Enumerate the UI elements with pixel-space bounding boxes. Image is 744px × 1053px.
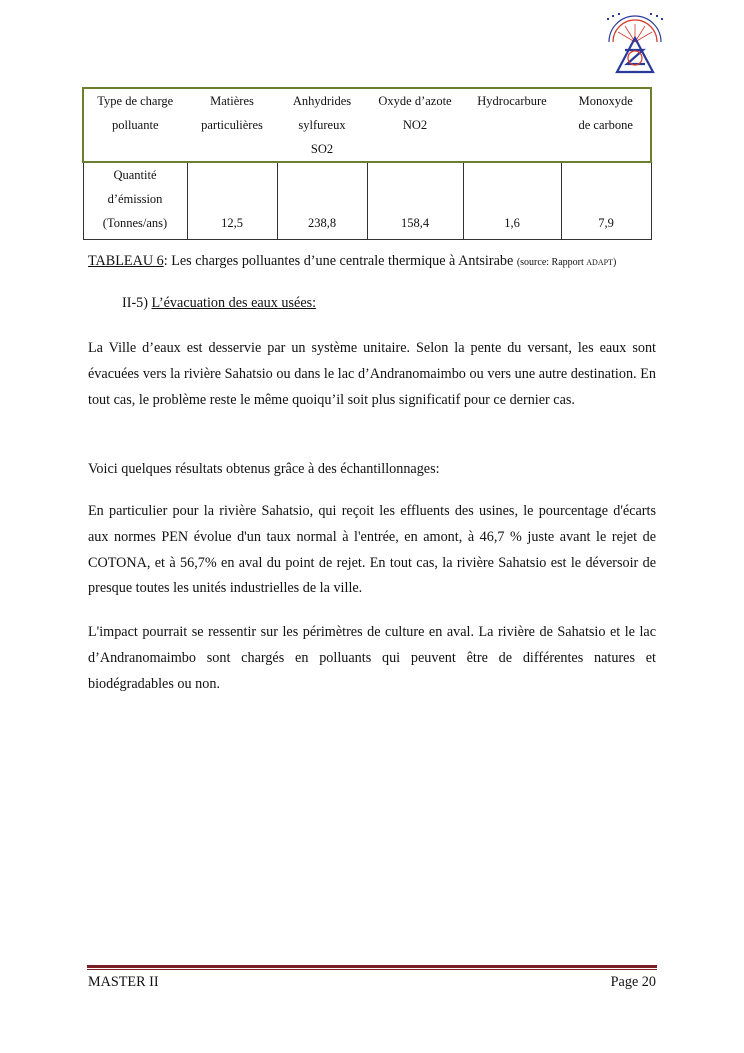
value-cell: 238,8	[277, 162, 367, 240]
value-cell: 12,5	[187, 162, 277, 240]
value-cell: 7,9	[561, 162, 651, 240]
header-cell: Oxyde d’azote NO2	[367, 88, 463, 162]
table-caption	[88, 253, 668, 270]
section-title: L’évacuation des eaux usées:	[151, 295, 317, 311]
paragraph: L'impact pourrait se ressentir sur les périmètres de culture en aval. La rivière de Sahatsio et le lac d’Andranomaimbo sont chargés en polluants qui peuvent être de différentes natures et biodégradables ou non.	[88, 624, 656, 692]
header-cell: Type de charge polluante	[83, 88, 187, 162]
row-label-cell: Quantité d’émission (Tonnes/ans)	[83, 162, 187, 240]
table-row	[83, 162, 651, 240]
university-seal-icon	[603, 12, 667, 78]
caption-text: : Les charges polluantes d’une centrale thermique à Antsirabe	[163, 253, 517, 269]
footer-label: MASTER II	[88, 974, 159, 990]
pollutant-table	[82, 87, 652, 240]
paragraph: La Ville d’eaux est desservie par un système unitaire. Selon la pente du versant, les eaux sont évacuées vers la rivière Sahatsio ou dans le lac d’Andranomaimbo ou vers une autre destination. En tout cas, le problème reste le même quoiqu’il soit plus significatif pour ce dernier cas.	[88, 340, 656, 408]
caption-source: (source: Rapport ADAPT)	[516, 257, 617, 268]
footer-rule	[87, 965, 657, 968]
caption-label: TABLEAU 6	[88, 253, 164, 269]
value-cell: 1,6	[463, 162, 561, 240]
footer-rule-thin	[87, 969, 657, 970]
header-cell: Anhydrides sylfureux SO2	[277, 88, 367, 162]
page-number: Page 20	[610, 974, 656, 990]
paragraph: En particulier pour la rivière Sahatsio, qui reçoit les effluents des usines, le pourcentage d'écarts aux normes PEN évolue d'un taux normal à l'entrée, en amont, à 46,7 % juste avant le rejet de COTONA, et à 56,7% en aval du point de rejet. En tout cas, la rivière Sahatsio est le déversoir de presque toutes les unités industrielles de la ville.	[88, 503, 656, 597]
header-cell: Monoxyde de carbone	[561, 88, 651, 162]
paragraph: Voici quelques résultats obtenus grâce à des échantillonnages:	[88, 461, 440, 477]
table-header-row	[83, 88, 651, 162]
header-cell: Matières particulières	[187, 88, 277, 162]
section-heading: II-5) L’évacuation des eaux usées:	[122, 295, 317, 311]
value-cell: 158,4	[367, 162, 463, 240]
header-cell: Hydrocarbure	[463, 88, 561, 162]
